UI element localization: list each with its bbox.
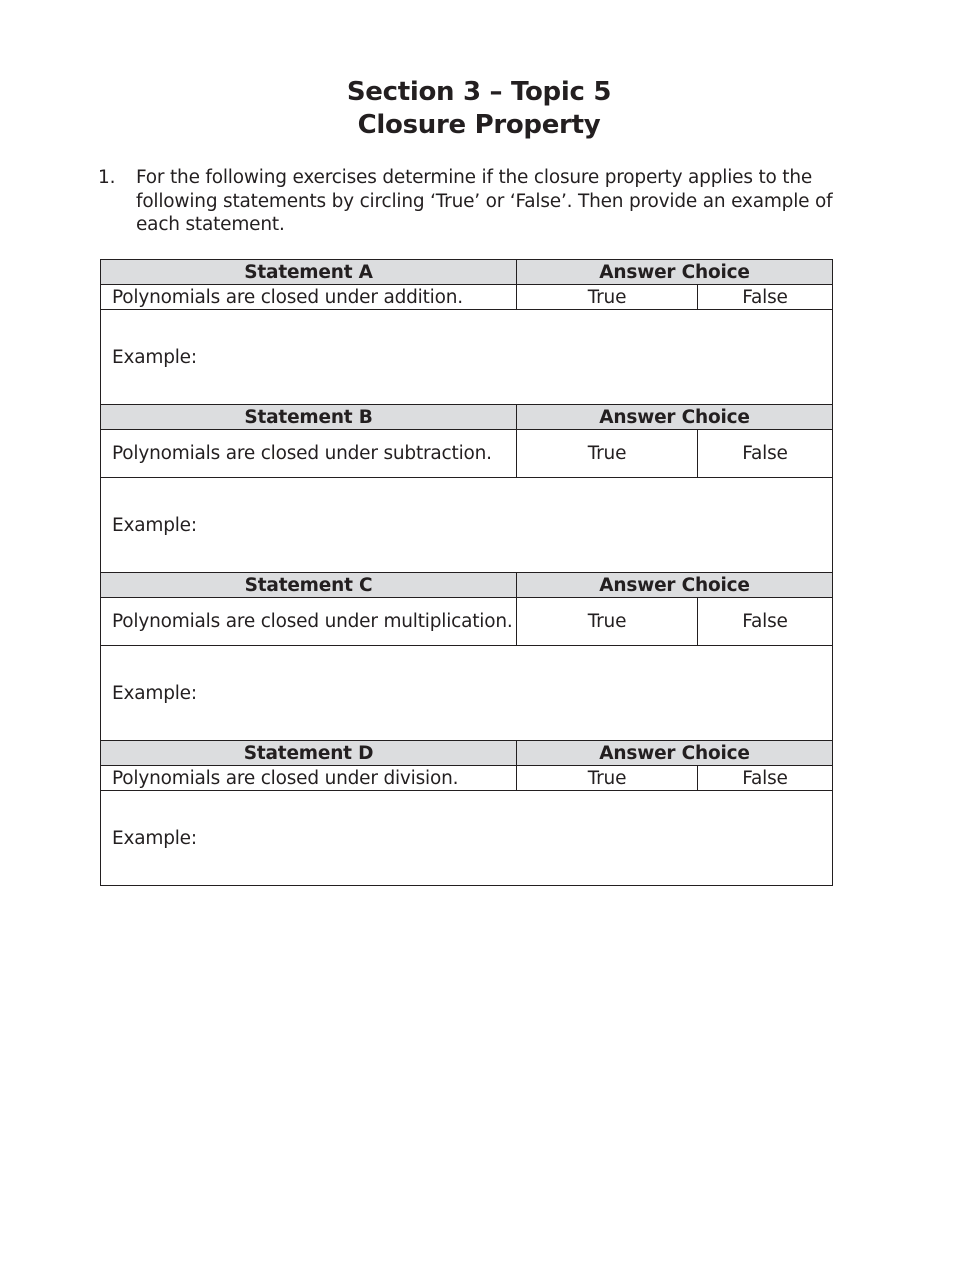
false-option[interactable]: False [698, 285, 833, 310]
false-option[interactable]: False [698, 766, 833, 791]
true-option[interactable]: True [517, 598, 698, 646]
true-option[interactable]: True [517, 285, 698, 310]
statement-header: Statement D [101, 741, 517, 766]
example-area[interactable]: Example: [101, 310, 833, 405]
instruction-text: For the following exercises determine if the closure property applies to the following statements by circling ‘True’ or ‘False’. Then provide an example of each statement. [136, 167, 833, 235]
page-title: Section 3 – Topic 5 [346, 77, 612, 107]
answer-choice-header: Answer Choice [517, 405, 833, 430]
instruction [98, 166, 868, 237]
true-option[interactable]: True [517, 430, 698, 478]
answer-choice-header: Answer Choice [517, 741, 833, 766]
closure-worksheet-table [100, 259, 833, 886]
false-option[interactable]: False [698, 598, 833, 646]
statement-text: Polynomials are closed under addition. [101, 285, 517, 310]
statement-text: Polynomials are closed under multiplication. [101, 598, 517, 646]
statement-header: Statement A [101, 260, 517, 285]
answer-choice-header: Answer Choice [517, 260, 833, 285]
answer-choice-header: Answer Choice [517, 573, 833, 598]
instruction-number: 1. [98, 167, 116, 188]
example-area[interactable]: Example: [101, 478, 833, 573]
statement-header: Statement B [101, 405, 517, 430]
statement-text: Polynomials are closed under division. [101, 766, 517, 791]
statement-text: Polynomials are closed under subtraction. [101, 430, 517, 478]
false-option[interactable]: False [698, 430, 833, 478]
example-area[interactable]: Example: [101, 646, 833, 741]
example-area[interactable]: Example: [101, 791, 833, 886]
true-option[interactable]: True [517, 766, 698, 791]
page-subtitle: Closure Property [357, 110, 601, 140]
statement-header: Statement C [101, 573, 517, 598]
